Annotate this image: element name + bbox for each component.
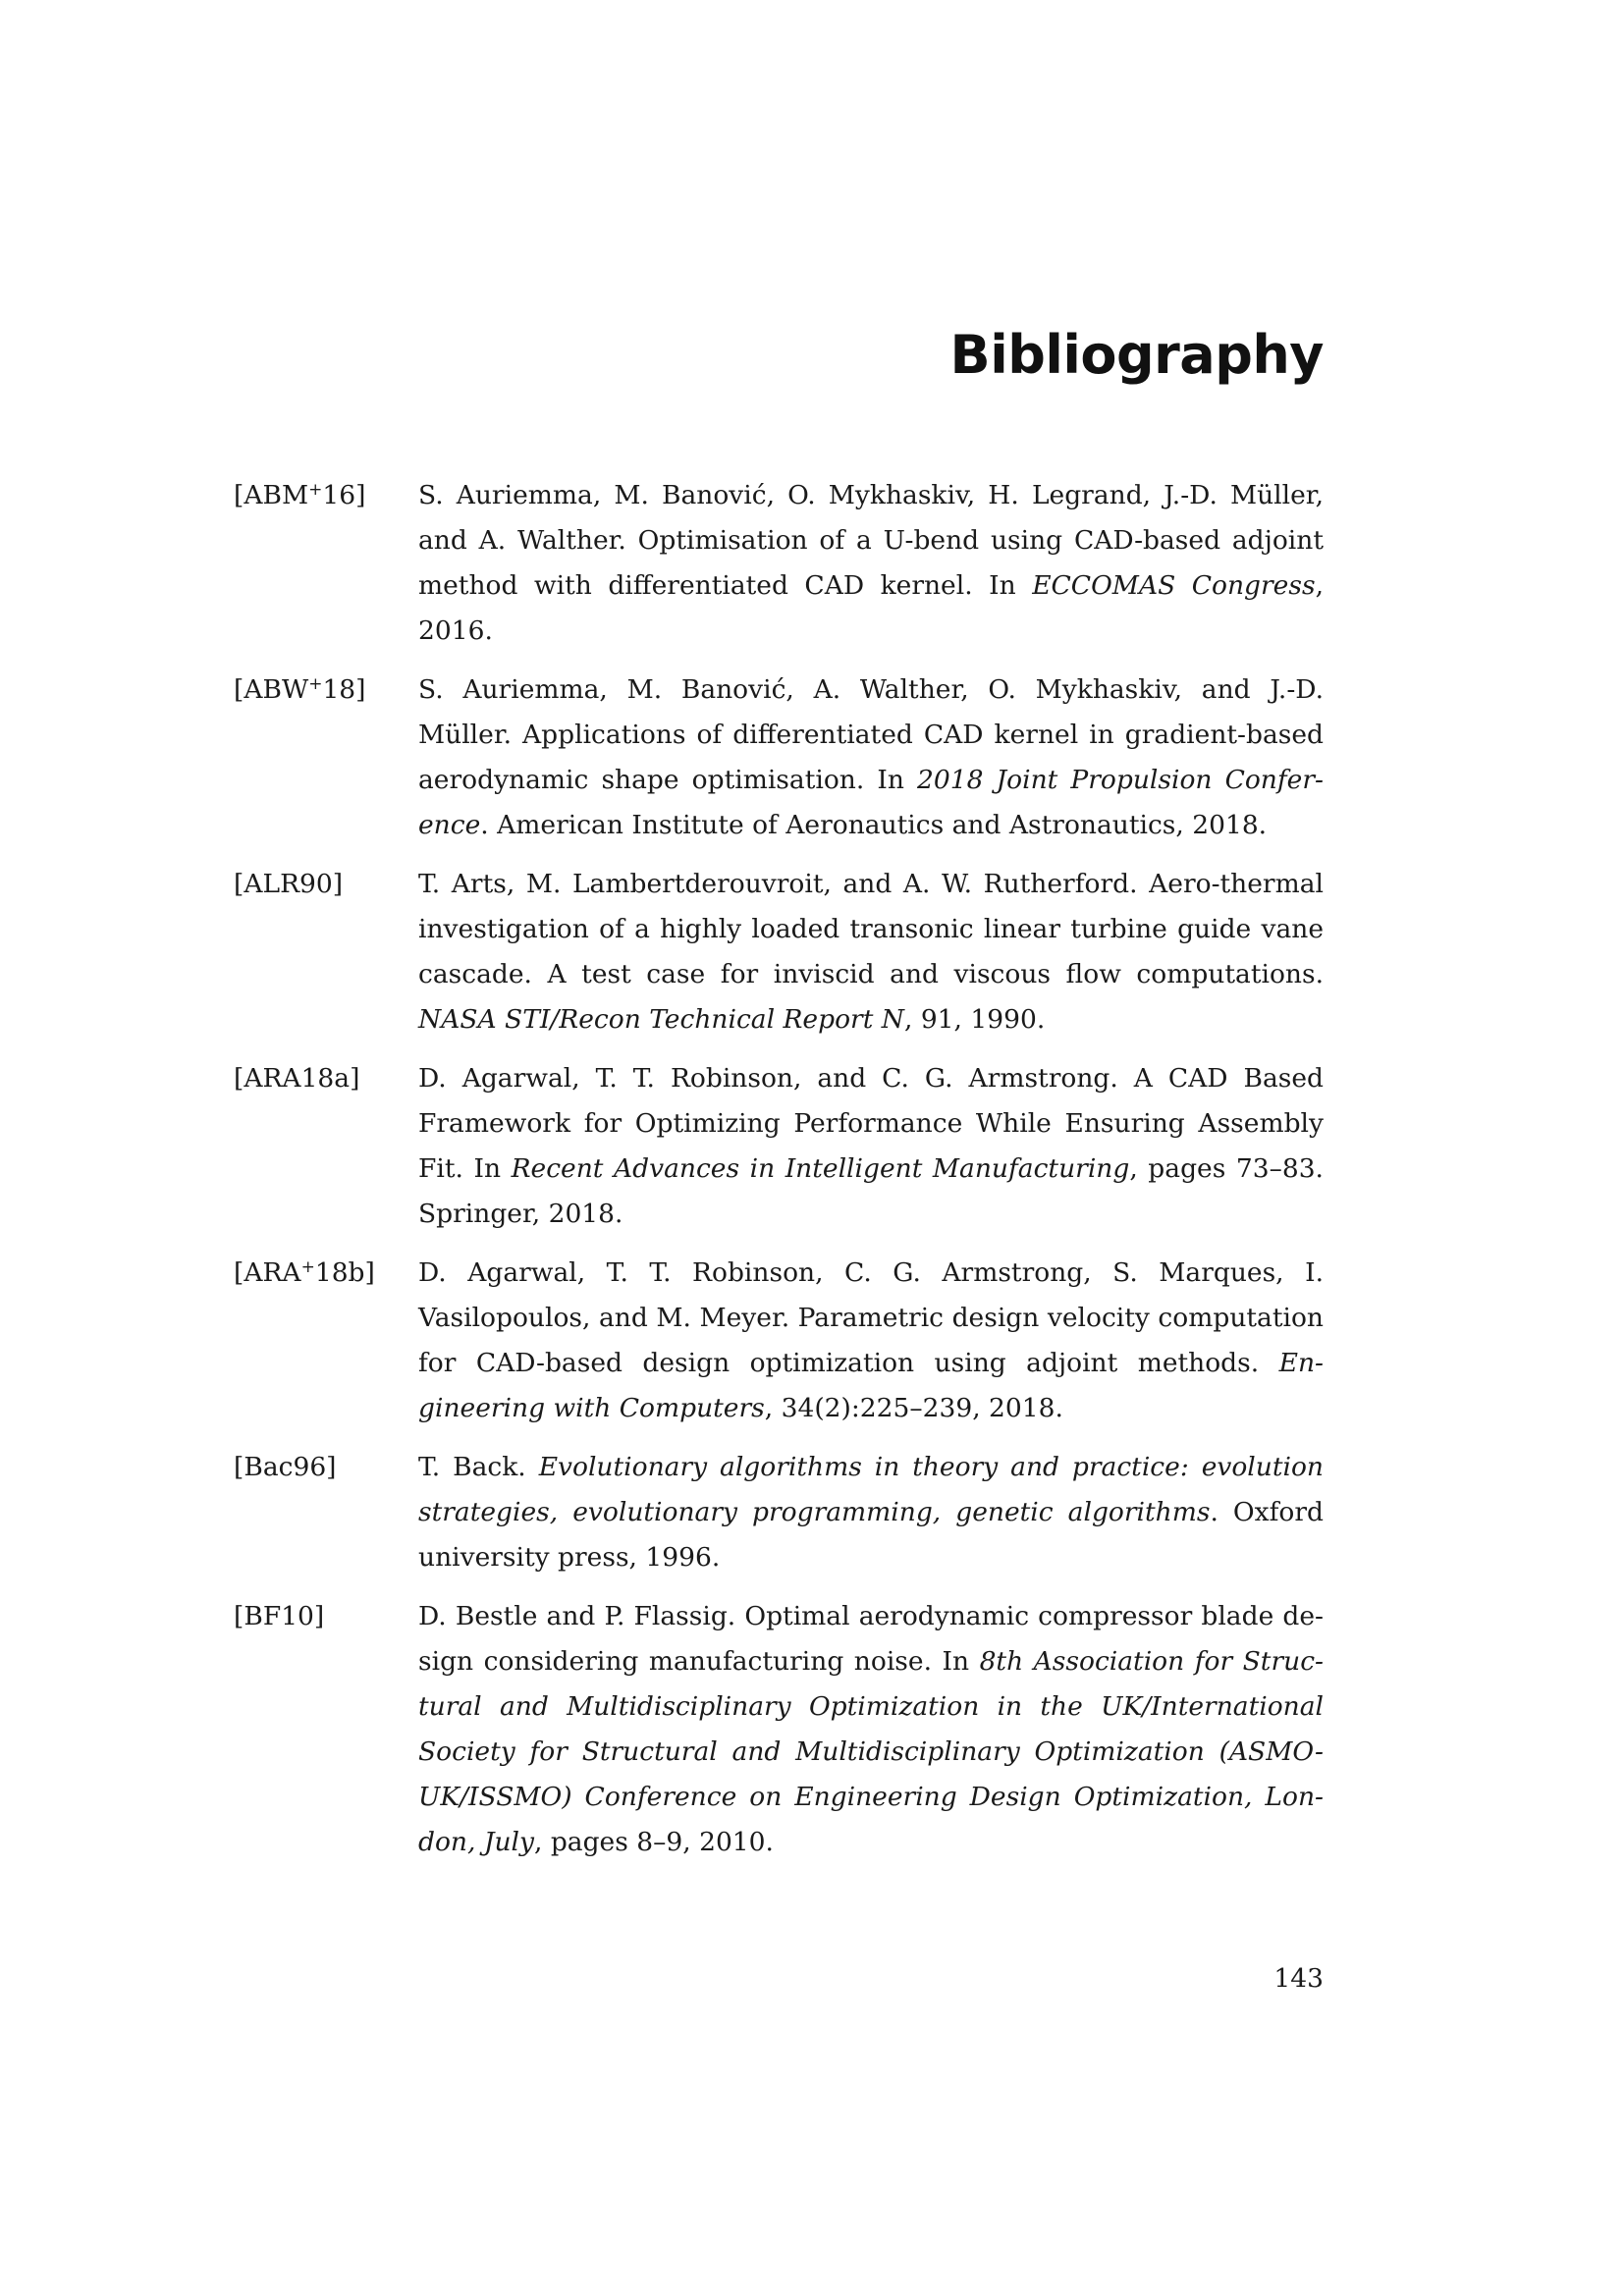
reference-title: Optimal aerodynamic compressor blade design considering manufacturing noise. In (418, 1601, 1324, 1677)
page-number: 143 (1273, 1963, 1324, 1994)
reference-text (418, 1251, 1324, 1431)
citation-key: [ALR90] (234, 869, 344, 899)
bibliography-entry (234, 1056, 1324, 1237)
reference-details: . Oxford university press, 1996. (418, 1497, 1324, 1573)
reference-details: , 2016. (418, 570, 1324, 646)
bibliography-entry (234, 473, 1324, 654)
reference-text (418, 1445, 1324, 1580)
reference-details: , pages 73–83. Springer, 2018. (418, 1153, 1324, 1229)
reference-text (418, 1594, 1324, 1865)
reference-details: , 34(2):225–239, 2018. (764, 1393, 1063, 1423)
reference-title: Aero-thermal investigation of a highly loaded transonic linear turbine guide vane cascade. A test case for inviscid and viscous flow computations. (418, 869, 1324, 989)
citation-key: [ABW+18] (234, 674, 366, 705)
reference-title: Optimisation of a U-bend using CAD-based adjoint method with differentiated CAD kernel. In (418, 525, 1324, 601)
citation-key: [Bac96] (234, 1452, 337, 1482)
citation-key: [BF10] (234, 1601, 325, 1631)
reference-details: , pages 8–9, 2010. (533, 1827, 774, 1857)
reference-authors: D. Bestle and P. Flassig. (418, 1601, 736, 1631)
reference-authors: S. Auriemma, M. Banović, O. Mykhaskiv, H. Legrand, J.-D. Müller, and A. Walther. (418, 480, 1324, 556)
bibliography-entry (234, 862, 1324, 1042)
citation-key: [ARA18a] (234, 1063, 360, 1094)
reference-details: , 91, 1990. (903, 1004, 1046, 1035)
citation-key: [ARA+18b] (234, 1257, 375, 1288)
reference-venue: 8th Association for Structural and Multidisciplinary Optimization in the UK/International Society for Structural and Multidisciplinary Optimization (ASMO-UK/ISSMO) Conference on Engineering Design Optimization, London, July (418, 1646, 1324, 1857)
reference-venue: Engineering with Computers (418, 1348, 1324, 1423)
bibliography-list (234, 473, 1324, 1879)
reference-text (418, 1056, 1324, 1237)
reference-venue: 2018 Joint Propulsion Conference (418, 765, 1324, 840)
reference-text (418, 473, 1324, 654)
reference-venue: Recent Advances in Intelligent Manufacturing (511, 1153, 1130, 1184)
reference-details: . American Institute of Aeronautics and Astronautics, 2018. (480, 810, 1268, 840)
bibliography-entry (234, 1594, 1324, 1865)
bibliography-entry (234, 667, 1324, 848)
reference-venue: NASA STI/Recon Technical Report N (418, 1004, 904, 1035)
reference-title (526, 1452, 539, 1482)
bibliography-entry (234, 1251, 1324, 1431)
reference-authors: T. Arts, M. Lambertderouvroit, and A. W. Rutherford. (418, 869, 1138, 899)
reference-text (418, 862, 1324, 1042)
reference-title: Applications of differentiated CAD kernel in gradient-based aerodynamic shape optimisation. In (418, 720, 1324, 795)
reference-title: A CAD Based Framework for Optimizing Performance While Ensuring Assembly Fit. In (418, 1063, 1325, 1184)
bibliography-entry (234, 1445, 1324, 1580)
reference-authors: T. Back. (418, 1452, 526, 1482)
reference-venue: Evolutionary algorithms in theory and practice: evolution strategies, evolutionary programming, genetic algorithms (418, 1452, 1324, 1527)
reference-authors: D. Agarwal, T. T. Robinson, C. G. Armstrong, S. Marques, I. Vasilopoulos, and M. Meyer. (418, 1257, 1324, 1333)
reference-authors: S. Auriemma, M. Banović, A. Walther, O. Mykhaskiv, and J.-D. Müller. (418, 674, 1324, 750)
citation-key: [ABM+16] (234, 480, 366, 510)
reference-text (418, 667, 1324, 848)
reference-venue: ECCOMAS Congress (1032, 570, 1316, 601)
reference-title: Parametric design velocity computation for CAD-based design optimization using adjoint methods. (418, 1303, 1324, 1378)
reference-authors: D. Agarwal, T. T. Robinson, and C. G. Armstrong. (418, 1063, 1118, 1094)
chapter-title: Bibliography (949, 324, 1324, 386)
